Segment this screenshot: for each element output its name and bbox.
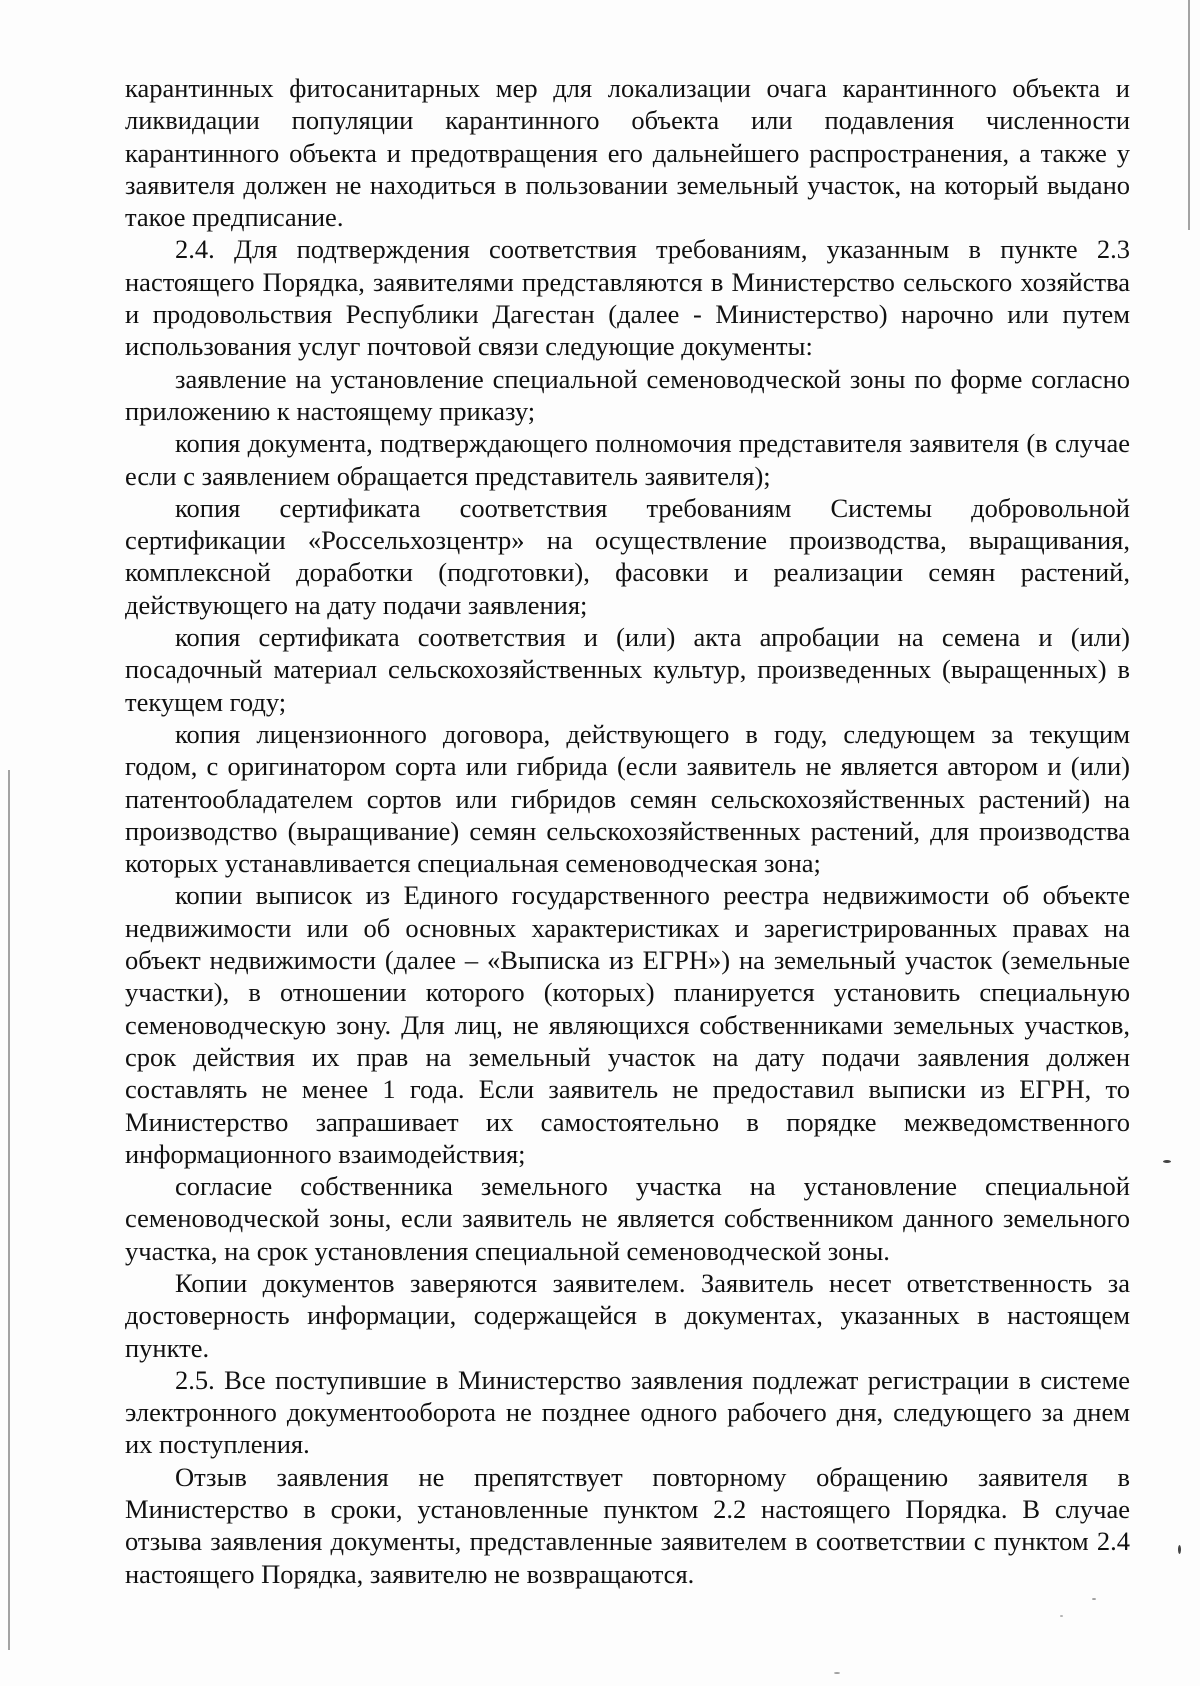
document-body: [125, 72, 1130, 1590]
scan-speck: [1163, 1160, 1171, 1163]
paragraph-continuation: карантинных фитосанитарных мер для локализации очага карантинного объекта и ликвидации популяции карантинного объекта или подавления численности карантинного объекта и предотвращения его дальнейшего распространения, а также у заявителя должен не находиться в пользовании земельный участок, на который выдано такое предписание.: [125, 73, 1130, 233]
scan-speck: [1060, 1615, 1063, 1617]
list-item-owner-consent: согласие собственника земельного участка на установление специальной семеноводческой зоны, если заявитель не является собственником данного земельного участка, на срок установления специальной семеноводческой зоны.: [125, 1171, 1130, 1266]
scan-edge-left: [8, 770, 10, 1650]
list-item-system-certificate: копия сертификата соответствия требованиям Системы добровольной сертификации «Россельхозцентр» на осуществление производства, выращивания, комплексной доработки (подготовки), фасовки и реализации семян растений, действующего на дату подачи заявления;: [125, 492, 1130, 620]
list-item-representative-authority: копия документа, подтверждающего полномочия представителя заявителя (в случае если с заявлением обращается представитель заявителя);: [125, 428, 1130, 491]
list-item-application: заявление на установление специальной семеноводческой зоны по форме согласно приложению к настоящему приказу;: [125, 363, 1130, 426]
scan-speck: [834, 1672, 840, 1674]
paragraph-withdrawal: Отзыв заявления не препятствует повторному обращению заявителя в Министерство в сроки, установленные пунктом 2.2 настоящего Порядка. В случае отзыва заявления документы, представленные заявителем в соответствии с пунктом 2.4 настоящего Порядка, заявителю не возвращаются.: [125, 1461, 1130, 1589]
paragraph-section-2-5: 2.5. Все поступившие в Министерство заявления подлежат регистрации в системе электронного документооборота не позднее одного рабочего дня, следующего за днем их поступления.: [125, 1364, 1130, 1460]
paragraph-copies-certified: Копии документов заверяются заявителем. Заявитель несет ответственность за достоверность информации, содержащейся в документах, указанных в настоящем пункте.: [125, 1267, 1130, 1363]
paragraph-section-2-4: 2.4. Для подтверждения соответствия требованиям, указанным в пункте 2.3 настоящего Порядка, заявителями представляются в Министерство сельского хозяйства и продовольствия Республики Дагестан (далее - Министерство) нарочно или путем использования услуг почтовой связи следующие документы:: [125, 234, 1130, 362]
list-item-approbation-certificate: копия сертификата соответствия и (или) акта апробации на семена и (или) посадочный материал сельскохозяйственных культур, произведенных (выращенных) в текущем году;: [125, 622, 1130, 717]
list-item-license-agreement: копия лицензионного договора, действующего в году, следующем за текущим годом, с оригинатором сорта или гибрида (если заявитель не является автором и (или) патентообладателем сортов или гибридов семян сельскохозяйственных растений) на производство (выращивание) семян сельскохозяйственных растений, для производства которых устанавливается специальная семеноводческая зона;: [125, 718, 1130, 879]
scan-edge-right: [1188, 0, 1190, 230]
list-item-egrn-extracts: копии выписок из Единого государственного реестра недвижимости об объекте недвижимости или об основных характеристиках и зарегистрированных правах на объект недвижимости (далее – «Выписка из ЕГРН») на земельный участок (земельные участки), в отношении которого (которых) планируется установить специальную семеноводческую зону. Для лиц, не являющихся собственниками земельных участков, срок действия их прав на земельный участок на дату подачи заявления должен составлять не менее 1 года. Если заявитель не предоставил выписки из ЕГРН, то Министерство запрашивает их самостоятельно в порядке межведомственного информационного взаимодействия;: [125, 880, 1130, 1169]
scan-speck: [1092, 1598, 1096, 1600]
scan-speck: [1178, 1545, 1181, 1554]
